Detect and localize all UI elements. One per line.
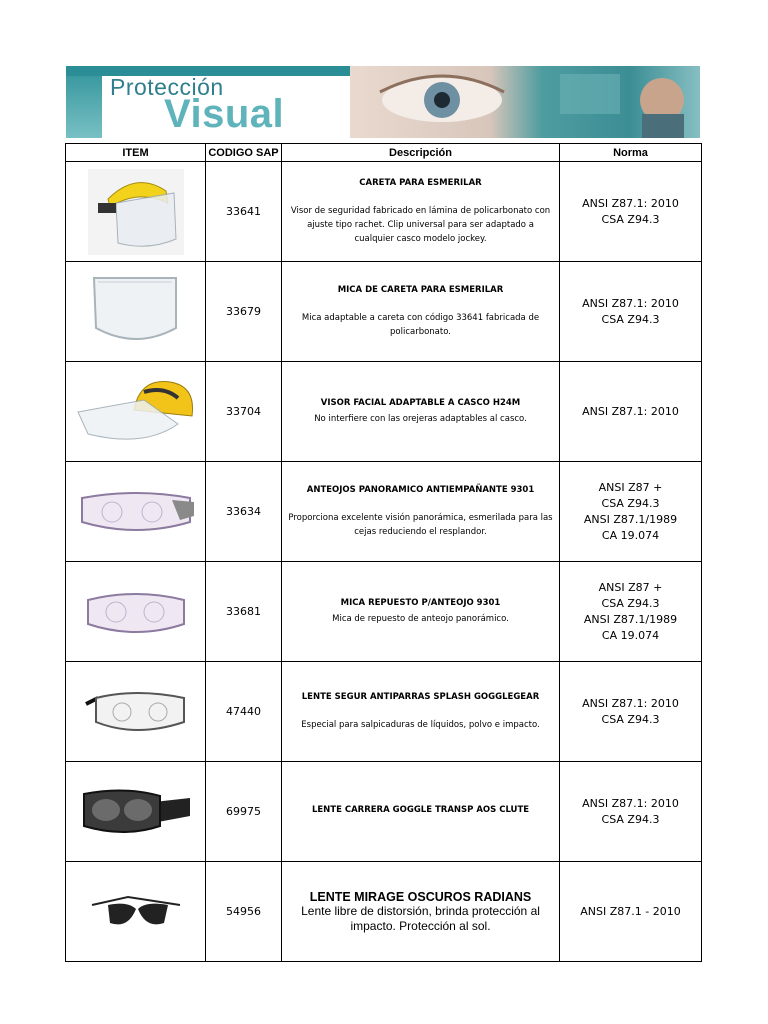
norm-line: ANSI Z87 + bbox=[598, 580, 663, 594]
item-image-cell bbox=[66, 362, 206, 462]
header-code: CODIGO SAP bbox=[206, 144, 282, 162]
norm-line: ANSI Z87.1: 2010 bbox=[582, 296, 679, 310]
table-row bbox=[66, 862, 702, 962]
norm-line: CSA Z94.3 bbox=[601, 496, 660, 510]
norm-cell bbox=[560, 262, 702, 362]
description-title: LENTE CARRERA GOGGLE TRANSP AOS CLUTE bbox=[311, 804, 530, 815]
description-cell bbox=[282, 462, 560, 562]
description-title: ANTEOJOS PANORAMICO ANTIEMPAÑANTE 9301 bbox=[306, 484, 535, 495]
norm-line: CA 19.074 bbox=[601, 528, 660, 542]
table-row bbox=[66, 562, 702, 662]
sunglasses-icon bbox=[88, 887, 184, 937]
description-text: Visor de seguridad fabricado en lámina de policarbonato con ajuste tipo rachet. Clip universal para ser adaptado a cualquier casco modelo jockey. bbox=[290, 205, 551, 244]
description-title: MICA DE CARETA PARA ESMERILAR bbox=[337, 284, 504, 295]
description-title: LENTE MIRAGE OSCUROS RADIANS bbox=[309, 889, 532, 904]
face-shield-icon bbox=[88, 169, 184, 255]
norm-cell bbox=[560, 862, 702, 962]
norm-line: ANSI Z87.1: 2010 bbox=[582, 196, 679, 210]
norm-line: CA 19.074 bbox=[601, 628, 660, 642]
description-cell bbox=[282, 762, 560, 862]
norm-cell bbox=[560, 562, 702, 662]
norm-line: ANSI Z87.1: 2010 bbox=[582, 404, 679, 418]
description-text: Lente libre de distorsión, brinda protección al impacto. Protección al sol. bbox=[301, 903, 540, 933]
description-text: Proporciona excelente visión panorámica, esmerilada para las cejas reduciendo el resplandor. bbox=[288, 512, 553, 537]
code-cell: 33679 bbox=[206, 262, 282, 362]
norm-line: CSA Z94.3 bbox=[601, 596, 660, 610]
code-cell: 33634 bbox=[206, 462, 282, 562]
product-table bbox=[65, 143, 702, 962]
description-title: LENTE SEGUR ANTIPARRAS SPLASH GOGGLEGEAR bbox=[301, 691, 540, 702]
goggle-lens-icon bbox=[84, 582, 188, 642]
table-row bbox=[66, 262, 702, 362]
description-cell bbox=[282, 862, 560, 962]
helmet-visor-icon bbox=[74, 372, 198, 452]
header-norm: Norma bbox=[560, 144, 702, 162]
norm-line: ANSI Z87.1: 2010 bbox=[582, 796, 679, 810]
table-row bbox=[66, 662, 702, 762]
code-cell: 33704 bbox=[206, 362, 282, 462]
header-item: ITEM bbox=[66, 144, 206, 162]
banner-title-line2: Visual bbox=[164, 92, 285, 136]
item-image-cell bbox=[66, 662, 206, 762]
code-cell: 33681 bbox=[206, 562, 282, 662]
visor-icon bbox=[88, 272, 184, 352]
norm-line: ANSI Z87.1: 2010 bbox=[582, 696, 679, 710]
norm-line: ANSI Z87.1 - 2010 bbox=[580, 904, 681, 918]
description-title: VISOR FACIAL ADAPTABLE A CASCO H24M bbox=[320, 397, 521, 408]
description-text: Especial para salpicaduras de líquidos, polvo e impacto. bbox=[301, 719, 540, 730]
code-cell: 33641 bbox=[206, 162, 282, 262]
norm-line: ANSI Z87.1/1989 bbox=[583, 512, 678, 526]
item-image-cell bbox=[66, 862, 206, 962]
norm-line: CSA Z94.3 bbox=[601, 712, 660, 726]
goggles-icon bbox=[76, 482, 196, 542]
description-text: Mica adaptable a careta con código 33641 fabricada de policarbonato. bbox=[301, 312, 540, 337]
table-row bbox=[66, 162, 702, 262]
description-cell bbox=[282, 162, 560, 262]
norm-cell bbox=[560, 162, 702, 262]
item-image-cell bbox=[66, 762, 206, 862]
norm-cell bbox=[560, 362, 702, 462]
banner-eye-photo bbox=[350, 66, 700, 138]
banner-accent-block bbox=[66, 76, 102, 138]
item-image-cell bbox=[66, 262, 206, 362]
norm-cell bbox=[560, 762, 702, 862]
description-cell bbox=[282, 562, 560, 662]
item-image-cell bbox=[66, 462, 206, 562]
norm-line: ANSI Z87.1/1989 bbox=[583, 612, 678, 626]
description-title: CARETA PARA ESMERILAR bbox=[359, 177, 482, 188]
norm-cell bbox=[560, 462, 702, 562]
item-image-cell bbox=[66, 162, 206, 262]
description-text: Mica de repuesto de anteojo panorámico. bbox=[332, 613, 509, 624]
description-cell bbox=[282, 362, 560, 462]
item-image-cell bbox=[66, 562, 206, 662]
racing-goggles-icon bbox=[80, 782, 192, 842]
header-description: Descripción bbox=[282, 144, 560, 162]
splash-goggles-icon bbox=[84, 684, 188, 740]
description-cell bbox=[282, 662, 560, 762]
norm-line: CSA Z94.3 bbox=[601, 312, 660, 326]
table-row bbox=[66, 362, 702, 462]
description-text: No interfiere con las orejeras adaptables al casco. bbox=[314, 413, 527, 424]
description-cell bbox=[282, 262, 560, 362]
norm-cell bbox=[560, 662, 702, 762]
table-row bbox=[66, 762, 702, 862]
table-row bbox=[66, 462, 702, 562]
code-cell: 54956 bbox=[206, 862, 282, 962]
code-cell: 69975 bbox=[206, 762, 282, 862]
norm-line: ANSI Z87 + bbox=[598, 480, 663, 494]
code-cell: 47440 bbox=[206, 662, 282, 762]
table-header-row bbox=[66, 144, 702, 162]
header-banner bbox=[66, 66, 700, 138]
norm-line: CSA Z94.3 bbox=[601, 212, 660, 226]
norm-line: CSA Z94.3 bbox=[601, 812, 660, 826]
banner-title-line1: Protección bbox=[110, 74, 224, 100]
description-title: MICA REPUESTO P/ANTEOJO 9301 bbox=[340, 597, 501, 608]
